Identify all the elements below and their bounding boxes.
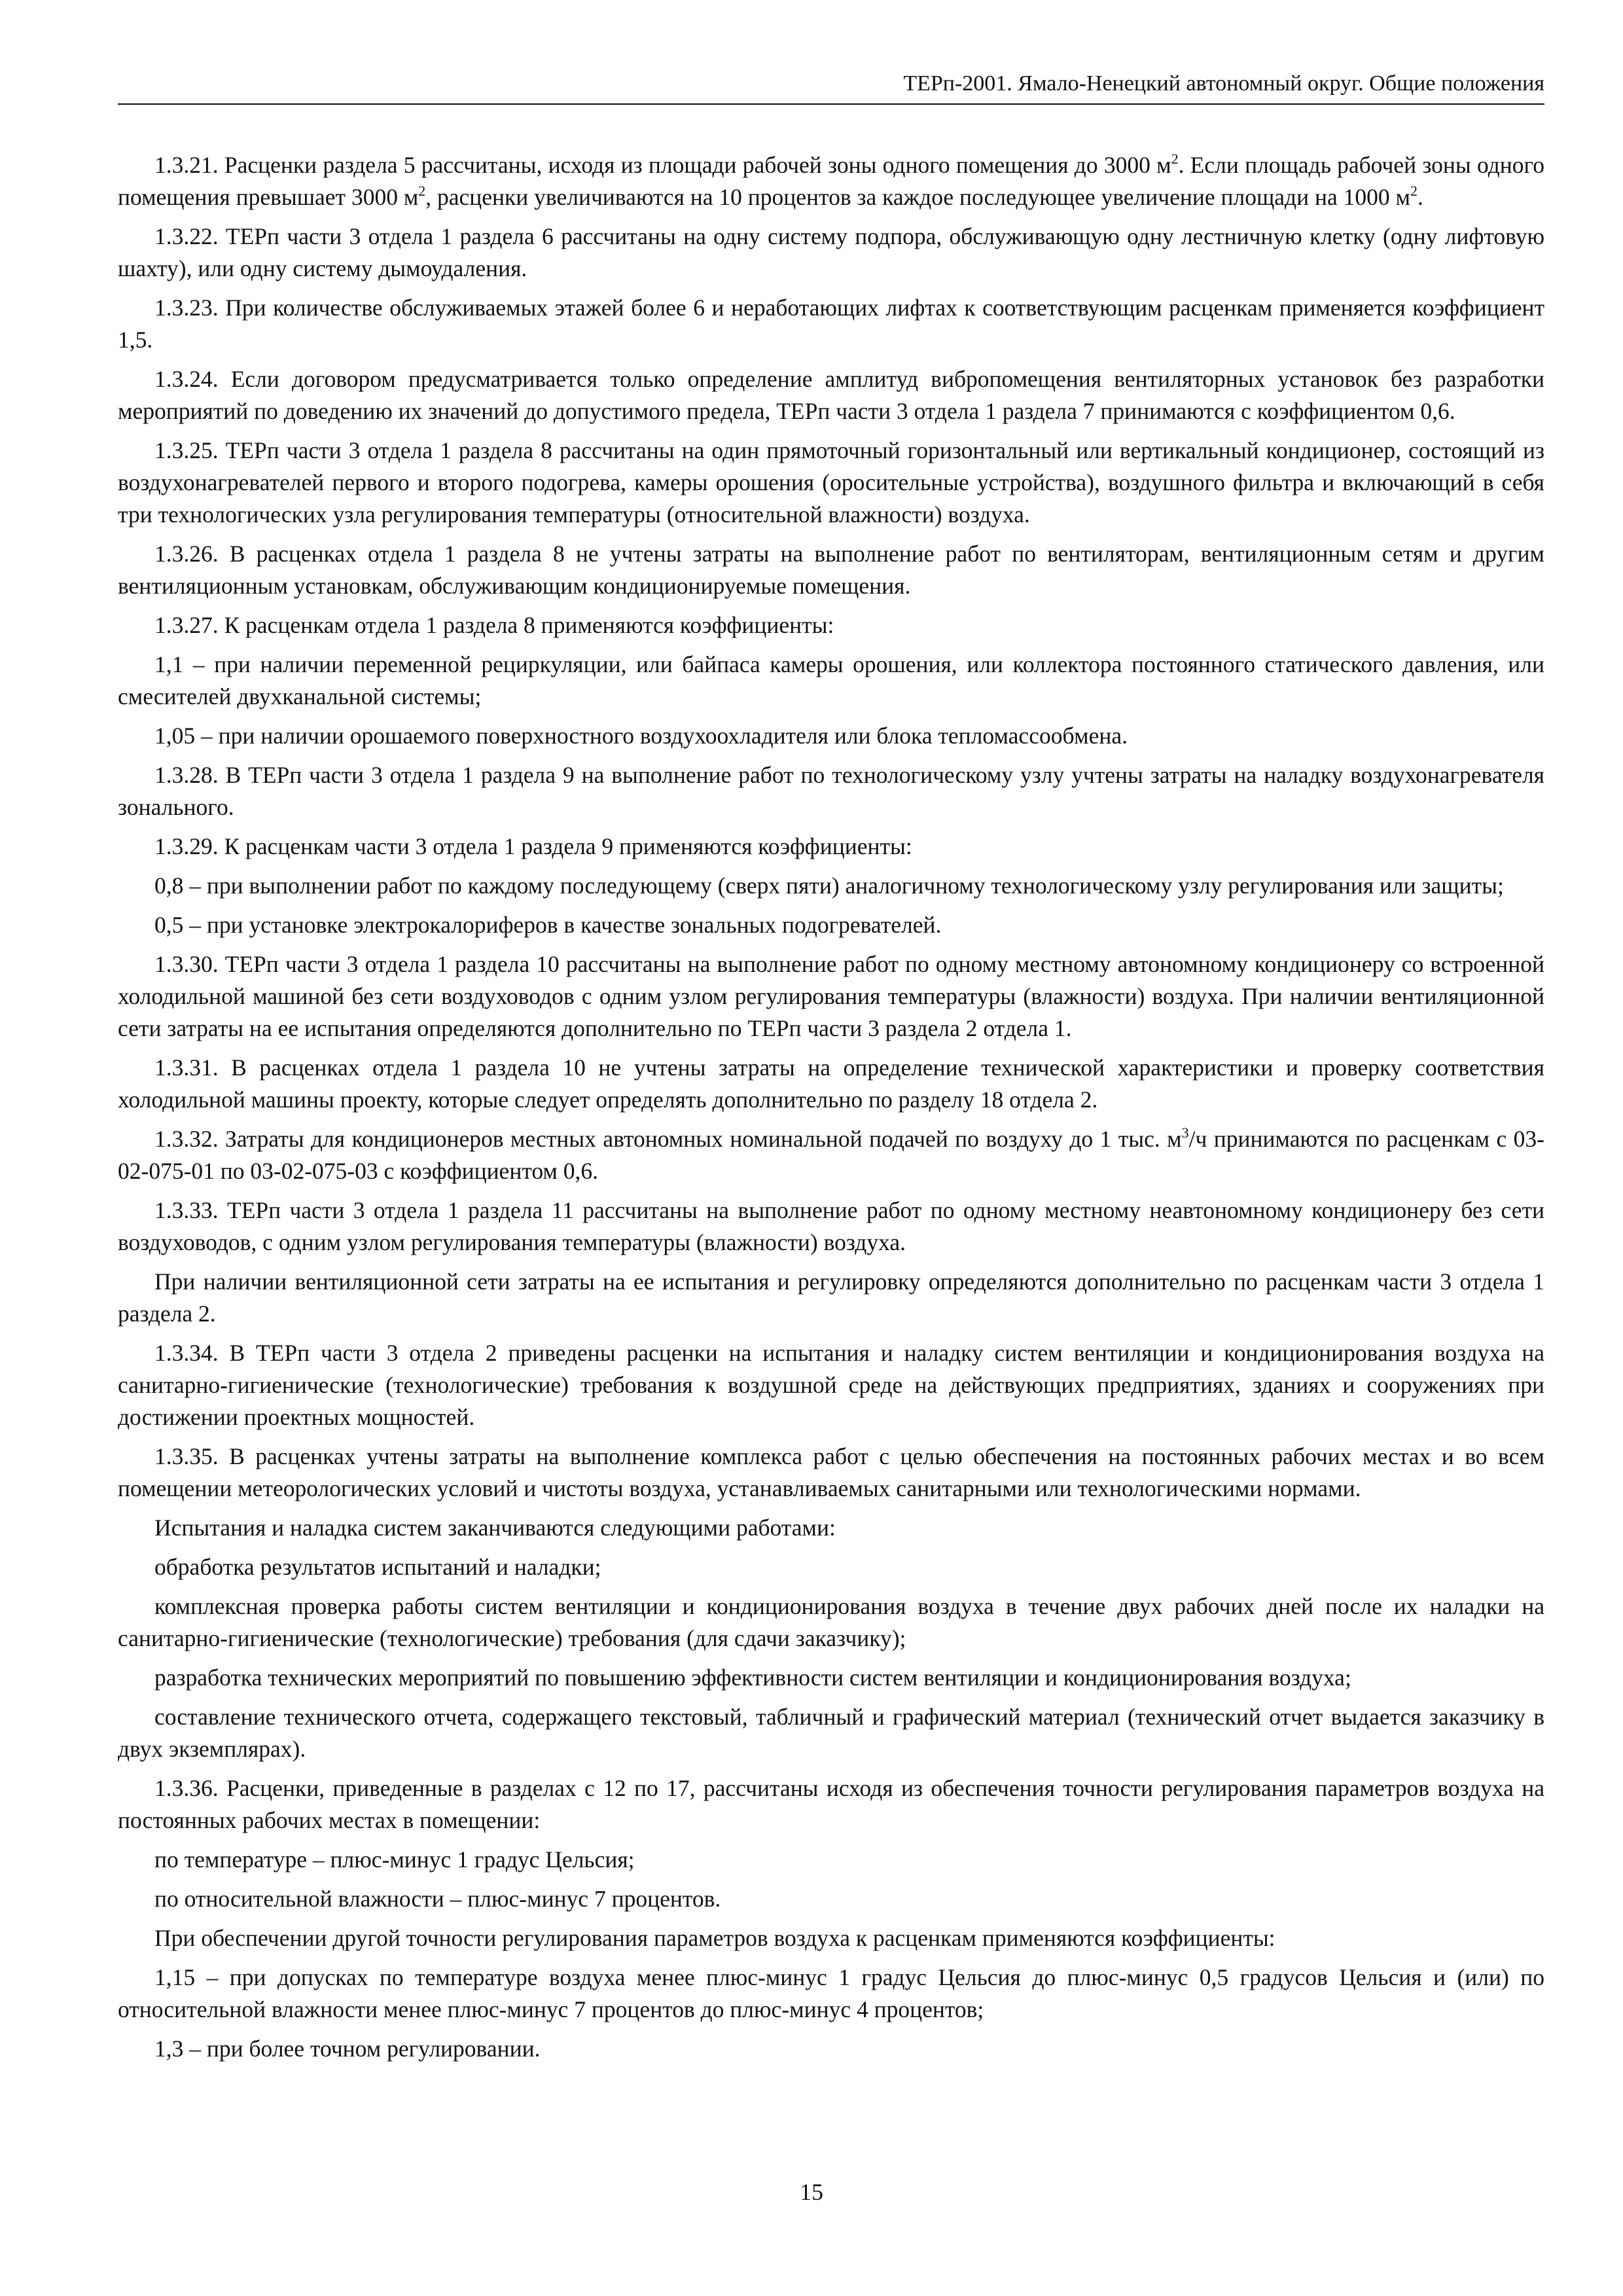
paragraph-text: Испытания и наладка систем заканчиваются следующими работами: <box>154 1515 836 1541</box>
superscript: 2 <box>418 183 426 199</box>
paragraph-text: 1.3.21. Расценки раздела 5 рассчитаны, исходя из площади рабочей зоны одного помещения до 3000 м <box>154 152 1171 178</box>
paragraph-1-3-25 <box>118 435 1544 531</box>
paragraph-text: по температуре – плюс-минус 1 градус Цельсия; <box>154 1846 635 1873</box>
paragraph-text: 0,8 – при выполнении работ по каждому последующему (сверх пяти) аналогичному технологическому узлу регулирования или защиты; <box>154 872 1504 899</box>
paragraph-text: 1.3.32. Затраты для кондиционеров местных автономных номинальной подачей по воздуху до 1 тыс. м <box>154 1126 1182 1152</box>
paragraph-1-3-35 <box>118 1441 1544 1505</box>
paragraph-1-3-27-a <box>118 649 1544 713</box>
paragraph-text: При наличии вентиляционной сети затраты на ее испытания и регулировку определяются дополнительно по расценкам части 3 отдела 1 раздела 2. <box>118 1268 1544 1327</box>
page-number: 15 <box>800 2179 823 2205</box>
paragraph-text: обработка результатов испытаний и наладки; <box>154 1554 601 1580</box>
paragraph-1-3-35-b <box>118 1551 1544 1583</box>
paragraph-text: 1,15 – при допусках по температуре воздуха менее плюс-минус 1 градус Цельсия до плюс-минус 0,5 градусов Цельсия и (или) по относительной влажности менее плюс-минус 7 процентов до плюс-минус 4 процентов; <box>118 1964 1544 2022</box>
paragraph-text: 1.3.24. Если договором предусматривается только определение амплитуд вибропомещения вентиляторных установок без разработки мероприятий по доведению их значений до допустимого предела, ТЕРп части 3 отдела 1 раздела 7 принимаются с коэффициентом 0,6. <box>118 366 1544 424</box>
paragraph-1-3-36-e <box>118 2033 1544 2065</box>
paragraph-text: 0,5 – при установке электрокалориферов в качестве зональных подогревателей. <box>154 912 942 938</box>
paragraph-1-3-36-a <box>118 1844 1544 1876</box>
paragraph-text: 1.3.36. Расценки, приведенные в разделах с 12 по 17, рассчитаны исходя из обеспечения точности регулирования параметров воздуха на постоянных рабочих местах в помещении: <box>118 1775 1544 1833</box>
paragraph-1-3-36-d <box>118 1962 1544 2026</box>
paragraph-text: 1,05 – при наличии орошаемого поверхностного воздухоохладителя или блока тепломассообмена. <box>154 723 1128 749</box>
paragraph-text: 1.3.22. ТЕРп части 3 отдела 1 раздела 6 рассчитаны на одну систему подпора, обслуживающую одну лестничную клетку (одну лифтовую шахту), или одну систему дымоудаления. <box>118 223 1544 281</box>
paragraph-1-3-29 <box>118 831 1544 863</box>
paragraph-1-3-30 <box>118 948 1544 1045</box>
paragraph-1-3-32 <box>118 1123 1544 1187</box>
paragraph-text: 1.3.29. К расценкам части 3 отдела 1 раздела 9 применяются коэффициенты: <box>154 833 912 859</box>
paragraph-text: 1.3.31. В расценках отдела 1 раздела 10 не учтены затраты на определение технической характеристики и проверку соответствия холодильной машины проекту, которые следует определять дополнительно по разделу 18 отдела 2. <box>118 1054 1544 1113</box>
paragraph-text: 1.3.35. В расценках учтены затраты на выполнение комплекса работ с целью обеспечения на постоянных рабочих местах и во всем помещении метеорологических условий и чистоты воздуха, устанавливаемых санитарными или технологическими нормами. <box>118 1443 1544 1501</box>
header-divider <box>118 103 1544 105</box>
paragraph-text: При обеспечении другой точности регулирования параметров воздуха к расценкам применяются коэффициенты: <box>154 1925 1275 1951</box>
paragraph-1-3-36-c <box>118 1922 1544 1954</box>
paragraph-1-3-34 <box>118 1337 1544 1433</box>
paragraph-text: , расценки увеличиваются на 10 процентов за каждое последующее увеличение площади на 1000 м <box>425 184 1410 210</box>
paragraph-1-3-23 <box>118 292 1544 356</box>
paragraph-text: 1.3.27. К расценкам отдела 1 раздела 8 применяются коэффициенты: <box>154 612 834 638</box>
paragraph-text: 1.3.26. В расценках отдела 1 раздела 8 не учтены затраты на выполнение работ по вентиляторам, вентиляционным сетям и другим вентиляционным установкам, обслуживающим кондиционируемые помещения. <box>118 541 1544 599</box>
paragraph-text: 1.3.34. В ТЕРп части 3 отдела 2 приведены расценки на испытания и наладку систем вентиляции и кондиционирования воздуха на санитарно-гигиенические (технологические) требования к воздушной среде на действующих предприятиях, зданиях и сооружениях при достижении проектных мощностей. <box>118 1340 1544 1430</box>
paragraph-text: по относительной влажности – плюс-минус 7 процентов. <box>154 1886 721 1912</box>
paragraph-1-3-35-d <box>118 1662 1544 1694</box>
paragraph-1-3-31 <box>118 1052 1544 1116</box>
paragraph-1-3-26 <box>118 538 1544 602</box>
paragraph-text: 1.3.28. В ТЕРп части 3 отдела 1 раздела 9 на выполнение работ по технологическому узлу учтены затраты на наладку воздухонагревателя зонального. <box>118 762 1544 820</box>
paragraph-1-3-22 <box>118 221 1544 285</box>
paragraph-1-3-33 <box>118 1194 1544 1259</box>
paragraph-text: 1.3.30. ТЕРп части 3 отдела 1 раздела 10 рассчитаны на выполнение работ по одному местному автономному кондиционеру со встроенной холодильной машиной без сети воздуховодов с одним узлом регулирования температуры (влажности) воздуха. При наличии вентиляционной сети затраты на ее испытания определяются дополнительно по ТЕРп части 3 раздела 2 отдела 1. <box>118 951 1544 1041</box>
paragraph-1-3-24 <box>118 363 1544 427</box>
paragraph-text: 1.3.25. ТЕРп части 3 отдела 1 раздела 8 рассчитаны на один прямоточный горизонтальный или вертикальный кондиционер, состоящий из воздухонагревателей первого и второго подогрева, камеры орошения (оросительные устройства), воздушного фильтра и включающий в себя три технологических узла регулирования температуры (относительной влажности) воздуха. <box>118 437 1544 528</box>
paragraph-text: 1,1 – при наличии переменной рециркуляции, или байпаса камеры орошения, или коллектора постоянного статического давления, или смесителей двухканальной системы; <box>118 651 1544 709</box>
running-header: ТЕРп-2001. Ямало-Ненецкий автономный округ. Общие положения <box>903 71 1544 96</box>
paragraph-1-3-28 <box>118 759 1544 823</box>
paragraph-text: . <box>1417 184 1423 210</box>
paragraph-1-3-27-b <box>118 720 1544 752</box>
superscript: 2 <box>1171 151 1179 167</box>
paragraph-text: 1,3 – при более точном регулировании. <box>154 2036 541 2062</box>
superscript: 2 <box>1410 183 1418 199</box>
paragraph-text: комплексная проверка работы систем вентиляции и кондиционирования воздуха в течение двух рабочих дней после их наладки на санитарно-гигиенические (технологические) требования (для сдачи заказчику); <box>118 1593 1544 1651</box>
paragraph-1-3-21 <box>118 149 1544 213</box>
paragraph-1-3-35-a <box>118 1512 1544 1544</box>
paragraph-1-3-33-a <box>118 1266 1544 1330</box>
superscript: 3 <box>1181 1124 1189 1141</box>
paragraph-text: . Если площадь рабочей зоны одного помещения превышает 3000 м <box>118 152 1544 210</box>
paragraph-text: составление технического отчета, содержащего текстовый, табличный и графический материал (технический отчет выдается заказчику в двух экземплярах). <box>118 1704 1544 1762</box>
paragraph-text: разработка технических мероприятий по повышению эффективности систем вентиляции и кондиционирования воздуха; <box>154 1664 1351 1691</box>
paragraph-1-3-35-e <box>118 1701 1544 1765</box>
paragraph-1-3-36-b <box>118 1883 1544 1915</box>
paragraph-1-3-36 <box>118 1772 1544 1837</box>
paragraph-text: 1.3.23. При количестве обслуживаемых этажей более 6 и неработающих лифтах к соответствующим расценкам применяется коэффициент 1,5. <box>118 295 1544 353</box>
paragraph-1-3-27 <box>118 609 1544 641</box>
paragraph-1-3-35-c <box>118 1590 1544 1655</box>
paragraph-text: /ч принимаются по расценкам с 03-02-075-01 по 03-02-075-03 с коэффициентом 0,6. <box>118 1126 1544 1184</box>
paragraph-1-3-29-a <box>118 870 1544 902</box>
paragraph-1-3-29-b <box>118 909 1544 941</box>
paragraph-text: 1.3.33. ТЕРп части 3 отдела 1 раздела 11 рассчитаны на выполнение работ по одному местному неавтономному кондиционеру без сети воздуховодов, с одним узлом регулирования температуры (влажности) воздуха. <box>118 1197 1544 1255</box>
document-body <box>118 149 1544 2072</box>
